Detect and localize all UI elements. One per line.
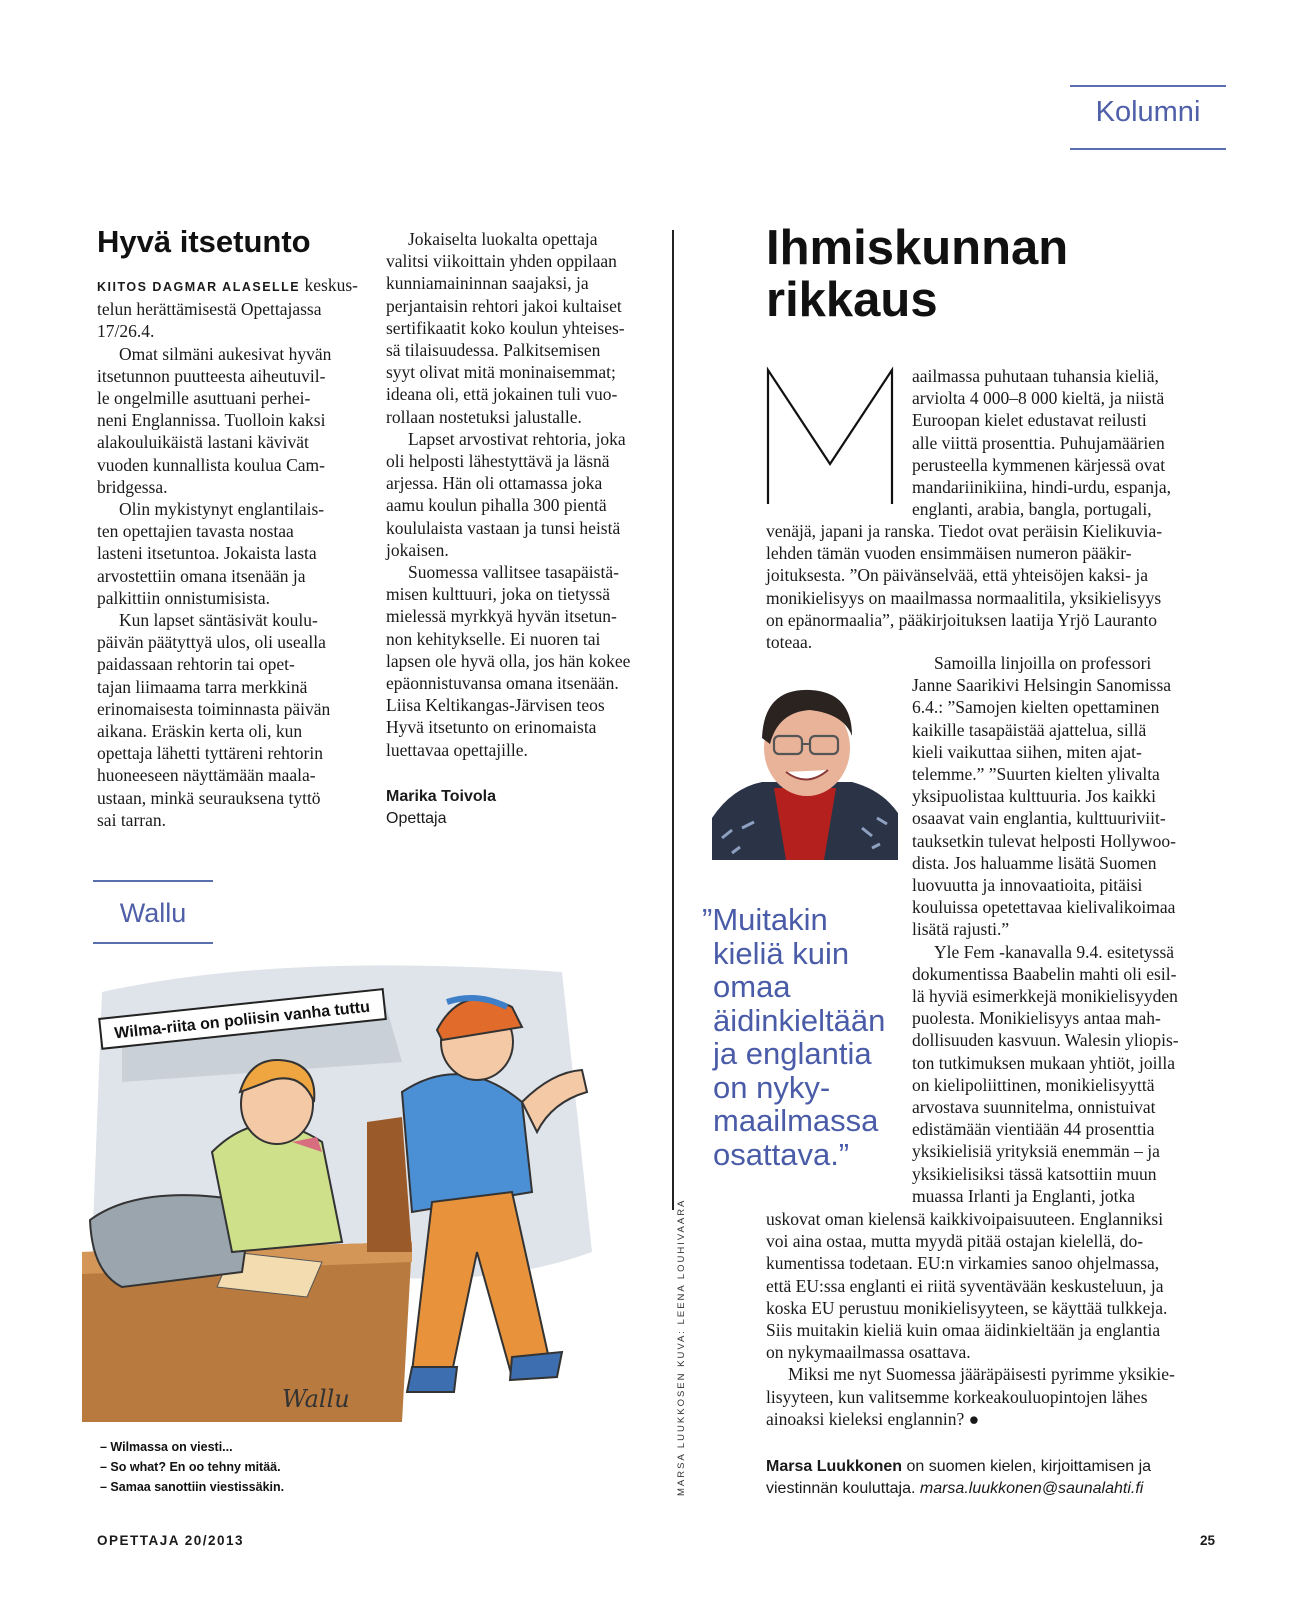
- text-line: perusteella kymmenen kärjessä ovat: [912, 454, 1166, 475]
- text-line: aamu koulun pihalla 300 pientä: [386, 495, 607, 516]
- text-line-rest: keskus-: [300, 275, 358, 295]
- text-line: venäjä, japani ja ranska. Tiedot ovat peräisin Kielikuvia-: [766, 521, 1163, 541]
- text-line: kaikille tasapäistää ajattelua, sillä: [912, 719, 1147, 740]
- author-bio: [766, 1456, 1206, 1500]
- column-title-line-2: rikkaus: [766, 273, 938, 327]
- cartoon-sign-text: Wilma-riita on poliisin vanha tuttu: [113, 998, 371, 1043]
- text-line: sä tilaisuudessa. Palkitsemisen: [386, 340, 601, 361]
- text-line: koska EU perustuu monikielisyyteen, se käyttää tulkkeja.: [766, 1297, 1168, 1318]
- text-line: telun herättämisestä Opettajassa: [97, 299, 322, 320]
- text-line: oli helposti lähestyttävä ja läsnä: [386, 451, 610, 472]
- text-line: osaavat vain englantia, kulttuuriviit-: [912, 808, 1166, 829]
- text-line: arjessa. Hän oli ottamassa joka: [386, 473, 603, 494]
- pull-quote-line: äidinkieltään: [713, 1002, 886, 1038]
- column-divider-short: [672, 1186, 673, 1208]
- author-email[interactable]: marsa.luukkonen@saunalahti.fi: [919, 1480, 1144, 1497]
- text-line: alakouluikäistä lastani kävivät: [97, 432, 309, 453]
- letter-signature: [386, 786, 496, 830]
- text-line: Yle Fem -kanavalla 9.4. esitetyssä: [934, 941, 1175, 962]
- text-line: Siis muitakin kieliä kuin omaa äidinkieltään ja englantia: [766, 1320, 1161, 1341]
- text-line: lisätä rajusti.”: [912, 919, 1010, 940]
- text-line: arvostettiin omana itsenään ja: [97, 565, 306, 586]
- text-line: dollisuuden kasvuun. Walesin yliopis-: [912, 1030, 1179, 1051]
- letter-column-1: [97, 274, 359, 831]
- column-text-intro: [912, 365, 1222, 520]
- pull-quote-line: ”Muitakin: [702, 902, 828, 937]
- text-line: edistämään vientiään 44 prosenttia: [912, 1119, 1155, 1140]
- text-line: Jokaiselta luokalta opettaja: [408, 229, 598, 249]
- signature-name: Marika Toivola: [386, 788, 496, 805]
- cartoon-dialog: [100, 1437, 284, 1497]
- kolumni-rule-top: [1070, 85, 1226, 87]
- letter-kicker: KIITOS DAGMAR ALASELLE: [97, 280, 301, 294]
- column-text-4: [766, 1208, 1216, 1430]
- text-line: Euroopan kielet edustavat reilusti: [912, 410, 1147, 431]
- pull-quote-line: kieliä kuin: [713, 935, 850, 971]
- pull-quote-line: ja englantia: [713, 1036, 872, 1071]
- text-line: on kielipoliittinen, monikielisyyttä: [912, 1074, 1155, 1095]
- text-line: yksipuolistaa kulttuuria. Jos kaikki: [912, 786, 1157, 807]
- text-line: muassa Irlanti ja Englanti, jotka: [912, 1185, 1136, 1206]
- text-line: koululaista vastaan ja tunsi heistä: [386, 517, 621, 538]
- author-desc-2: viestinnän kouluttaja.: [766, 1480, 920, 1497]
- text-line: palkittiin onnistumisista.: [97, 587, 271, 608]
- text-line: Omat silmäni aukesivat hyvän: [119, 343, 332, 364]
- wallu-rule-top: [93, 880, 213, 882]
- text-line: Lapset arvostivat rehtoria, joka: [408, 428, 626, 449]
- text-line: epäonnistuvansa omana itsenään.: [386, 673, 619, 694]
- text-line: telemme.” ”Suurten kielten ylivalta: [912, 764, 1160, 785]
- text-line: dista. Jos haluamme lisätä Suomen: [912, 852, 1157, 873]
- pull-quote-line: maailmassa: [713, 1103, 879, 1138]
- text-line: uskovat oman kielensä kaikkivoipaisuuteen. Englanniksi: [766, 1209, 1164, 1229]
- text-line: aailmassa puhutaan tuhansia kieliä,: [912, 366, 1159, 386]
- column-text-2: [766, 520, 1216, 653]
- text-line: ideana oli, että jokainen tuli vuo-: [386, 384, 618, 405]
- text-line: jokaisen.: [386, 539, 449, 560]
- text-line: erinomaisesta toiminnasta päivän: [97, 698, 331, 719]
- text-line: lisyyteen, kun valitsemme korkeakouluopintojen lähes: [766, 1386, 1148, 1407]
- text-line: rollaan nostetuksi jalustalle.: [386, 406, 582, 427]
- cartoon-signature: Wallu: [282, 1385, 350, 1413]
- text-line: itsetunnon puutteesta aiheutuvil-: [97, 365, 326, 386]
- text-line: le ongelmille asuttuani perhei-: [97, 388, 311, 409]
- text-line: alle viittä prosenttia. Puhujamäärien: [912, 432, 1165, 453]
- text-line: paidassaan rehtorin tai opet-: [97, 654, 295, 675]
- text-line: joituksesta. ”On päivänselvää, että yhteisöjen kaksi- ja: [766, 565, 1148, 586]
- pull-quote-line: on nyky-: [713, 1069, 831, 1105]
- text-line: kieli vaikuttaa siihen, miten ajat-: [912, 741, 1142, 762]
- text-line: [97, 274, 359, 298]
- pull-quote: [702, 903, 902, 1171]
- column-divider: [672, 230, 674, 1210]
- text-line: lä hyviä esimerkkejä monikielisyyden: [912, 986, 1178, 1007]
- cartoon-illustration: [82, 952, 610, 1427]
- text-line: 17/26.4.: [97, 321, 155, 342]
- dialog-line: – Samaa sanottiin viestissäkin.: [100, 1480, 285, 1494]
- text-line: toteaa.: [766, 632, 813, 653]
- photo-credit: MARSA LUUKKOSEN KUVA: LEENA LOUHIVAARA: [676, 1198, 687, 1496]
- text-line: neni Englannissa. Tuolloin kaksi: [97, 410, 326, 431]
- text-line: ten opettajien tavasta nostaa: [97, 521, 294, 542]
- text-line: perjantaisin rehtori jakoi kultaiset: [386, 295, 622, 316]
- column-title: [766, 222, 1146, 326]
- text-line: sai tarran.: [97, 809, 166, 830]
- text-line: lapsen ole hyvä olla, jos hän kokee: [386, 650, 631, 671]
- text-line: mandariinikiina, hindi-urdu, espanja,: [912, 477, 1172, 498]
- text-line: syyt olivat mitä moninaisemmat;: [386, 362, 616, 383]
- text-line: dokumentissa Baabelin mahti oli esil-: [912, 963, 1177, 984]
- section-label: Kolumni: [1095, 96, 1201, 128]
- text-line: arvostava suunnitelma, onnistuivat: [912, 1097, 1156, 1118]
- text-line: Olin mykistynyt englantilais-: [119, 499, 325, 520]
- text-line: yksikielisiksi tässä katsottiin muun: [912, 1163, 1157, 1184]
- pull-quote-line: omaa: [713, 969, 791, 1004]
- text-line: Kun lapset säntäsivät koulu-: [119, 610, 318, 631]
- text-line: on nykymaailmassa osattava.: [766, 1342, 971, 1363]
- end-mark: ●: [964, 1408, 980, 1429]
- text-line: ton tutkimuksen mukaan yhtiöt, joilla: [912, 1052, 1175, 1073]
- letter-title: Hyvä itsetunto: [97, 224, 311, 259]
- text-line: voi aina ostaa, mutta myydä pitää ostajan kielellä, do-: [766, 1231, 1144, 1252]
- text-line: misen kulttuuri, joka on tietyssä: [386, 584, 611, 605]
- text-line: sertifikaatit koko koulun yhteises-: [386, 317, 625, 338]
- text-line: arviolta 4 000–8 000 kieltä, ja niistä: [912, 388, 1165, 409]
- text-line: aikana. Eräskin kerta oli, kun: [97, 721, 303, 742]
- wallu-rule-bottom: [93, 942, 213, 944]
- text-line: yksikielisiä yrityksiä enemmän – ja: [912, 1141, 1160, 1162]
- text-line: päivän päätyttyä ulos, oli usealla: [97, 632, 326, 653]
- text-line: luettavaa opettajille.: [386, 739, 528, 760]
- dialog-line: – Wilmassa on viesti...: [100, 1440, 233, 1454]
- letter-column-2: [386, 228, 654, 761]
- text-line: lasteni itsetuntoa. Jokaista lasta: [97, 543, 317, 564]
- column-text-3: [912, 652, 1232, 1207]
- kolumni-rule-bottom: [1070, 148, 1226, 150]
- footer-publication: OPETTAJA 20/2013: [97, 1533, 245, 1548]
- text-line: ainoaksi kieleksi englannin? ●: [766, 1408, 980, 1429]
- text-line: Hyvä itsetunto on erinomaista: [386, 717, 597, 738]
- text-line: mielessä myrkkyä hyvän itsetun-: [386, 606, 617, 627]
- text-line: huoneeseen näyttämään maala-: [97, 765, 316, 786]
- text-line: valitsi viikoittain yhden oppilaan: [386, 251, 617, 272]
- text-line: Suomessa vallitsee tasapäistä-: [408, 562, 619, 583]
- text-line: kouluissa opetettavaa kielivalikoimaa: [912, 897, 1176, 918]
- author-desc: on suomen kielen, kirjoittamisen ja: [902, 1458, 1152, 1475]
- text-line: opettaja lähetti tyttäreni rehtorin: [97, 743, 323, 764]
- text-line: 6.4.: ”Samojen kielten opettaminen: [912, 697, 1160, 718]
- text-line: kunniamaininnan saajaksi, ja: [386, 273, 589, 294]
- signature-role: Opettaja: [386, 810, 447, 827]
- text-line: lehden tämän vuoden ensimmäisen numeron pääkir-: [766, 543, 1132, 564]
- column-title-line-1: Ihmiskunnan: [766, 221, 1069, 275]
- text-line: kumentissa todetaan. EU:n virkamies sanoo ohjelmassa,: [766, 1253, 1160, 1274]
- pull-quote-line: osattava.”: [713, 1136, 850, 1172]
- text-line: vuoden kunnallista koulua Cam-: [97, 454, 325, 475]
- text-line: Miksi me nyt Suomessa jääräpäisesti pyrimme yksikie-: [788, 1364, 1175, 1385]
- page-number: 25: [1200, 1533, 1216, 1548]
- text-line: tauksetkin tulevat helposti Hollywoo-: [912, 830, 1176, 851]
- dialog-line: – So what? En oo tehny mitää.: [100, 1460, 281, 1474]
- text-line: bridgessa.: [97, 476, 168, 497]
- text-line: Janne Saarikivi Helsingin Sanomissa: [912, 675, 1172, 696]
- author-portrait: [712, 678, 898, 860]
- author-name: Marsa Luukkonen: [766, 1458, 903, 1475]
- text-line: puolesta. Monikielisyys antaa mah-: [912, 1008, 1161, 1029]
- text-line: Samoilla linjoilla on professori: [934, 653, 1152, 673]
- text-line: ustaan, minkä seurauksena tyttö: [97, 787, 321, 808]
- text-line: englanti, arabia, bangla, portugali,: [912, 499, 1152, 520]
- text-line: Liisa Keltikangas-Järvisen teos: [386, 695, 605, 716]
- text-line: monikielisyys on maailmassa normaalitila, yksikielisyys: [766, 587, 1162, 608]
- drop-cap-letter: [766, 364, 894, 506]
- cartoon-section-label: Wallu: [119, 898, 187, 928]
- text-line: tajan liimaama tarra merkkinä: [97, 676, 308, 697]
- text-line: on epänormaalia”, pääkirjoituksen laatija Yrjö Lauranto: [766, 609, 1157, 630]
- text-line: luovuutta ja innovaatioita, pitäisi: [912, 875, 1143, 896]
- text-line: non kehitykselle. Ei nuoren tai: [386, 628, 601, 649]
- text-line: että EU:ssa englanti ei riitä syventävään keskusteluun, ja: [766, 1275, 1164, 1296]
